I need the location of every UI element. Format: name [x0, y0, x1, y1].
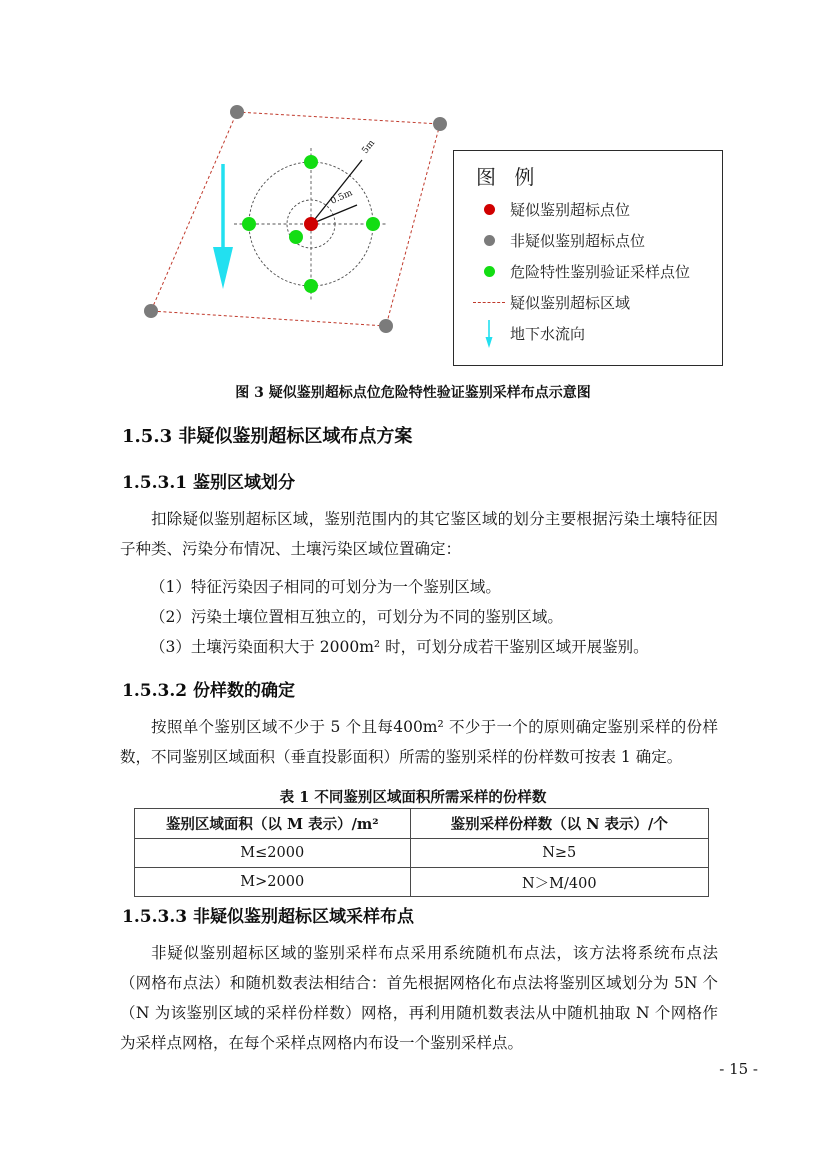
heading-1-5-3-1: 1.5.3.1 鉴别区域划分: [122, 473, 295, 493]
non-suspected-point: [230, 105, 244, 119]
verification-point: [304, 279, 318, 293]
heading-1-5-3-2: 1.5.3.2 份样数的确定: [122, 681, 295, 701]
verification-point: [289, 230, 303, 244]
legend-item-label: 疑似鉴别超标点位: [510, 201, 631, 219]
verification-point: [366, 217, 380, 231]
non-suspected-point: [379, 319, 393, 333]
non-suspected-point: [144, 304, 158, 318]
green-dot-icon: [468, 266, 510, 277]
heading-1-5-3: 1.5.3 非疑似鉴别超标区域布点方案: [122, 426, 413, 447]
legend-item-verification-point: [468, 256, 722, 287]
legend-item-label: 疑似鉴别超标区域: [510, 294, 631, 312]
table-cell: N＞M/400: [410, 868, 708, 897]
sample-count-table: [134, 808, 709, 897]
legend-item-label: 地下水流向: [510, 325, 586, 343]
table-header-cell: 鉴别采样份样数（以 N 表示）/个: [410, 809, 708, 839]
suspected-point: [304, 217, 318, 231]
list-item: （1）特征污染因子相同的可划分为一个鉴别区域。: [150, 578, 501, 596]
suspected-area-polygon: [151, 112, 440, 326]
paragraph-1-5-3-2: 按照单个鉴别区域不少于 5 个且每400m² 不少于一个的原则确定鉴别采样的份样数，不同鉴别区域面积（垂直投影面积）所需的鉴别采样的份样数可按表 1 确定。: [120, 718, 718, 766]
legend-item-non-suspected-point: [468, 225, 722, 256]
table-header-row: [135, 809, 709, 839]
verification-point: [304, 155, 318, 169]
table-row: [135, 868, 709, 897]
legend-item-suspected-point: [468, 194, 722, 225]
red-dashed-line-icon: [468, 302, 510, 303]
table-row: [135, 839, 709, 868]
outer-radius-leader: [311, 160, 362, 224]
gray-dot-icon: [468, 235, 510, 246]
table-cell: M>2000: [135, 868, 411, 897]
red-dot-icon: [468, 204, 510, 215]
heading-1-5-3-3: 1.5.3.3 非疑似鉴别超标区域采样布点: [122, 907, 414, 927]
legend-item-groundwater-flow: [468, 318, 722, 349]
groundwater-arrow-head: [213, 247, 233, 289]
page-number: - 15 -: [719, 1060, 758, 1078]
paragraph-1-5-3-3: 非疑似鉴别超标区域的鉴别采样布点采用系统随机布点法，该方法将系统布点法（网格布点法）和随机数表法相结合：首先根据网格化布点法将鉴别区域划分为 5N 个（N 为该鉴别区域的采样份样数）网格，再利用随机数表法从中随机抽取 N 个网格作为采样点网格，在每个采样点网格内布设一个鉴别采样点。: [120, 944, 718, 1052]
list-item: （2）污染土壤位置相互独立的，可划分为不同的鉴别区域。: [150, 608, 563, 626]
legend-item-suspected-area: [468, 287, 722, 318]
cyan-down-arrow-icon: [468, 319, 510, 349]
legend-title: 图 例: [476, 165, 541, 189]
outer-radius-label: 5m: [360, 138, 378, 156]
legend-item-label: 非疑似鉴别超标点位: [510, 232, 646, 250]
paragraph-1-5-3-1: 扣除疑似鉴别超标区域，鉴别范围内的其它鉴区域的划分主要根据污染土壤特征因子种类、污染分布情况、土壤污染区域位置确定：: [120, 510, 718, 558]
table-cell: M≤2000: [135, 839, 411, 868]
table-caption: 表 1 不同鉴别区域面积所需采样的份样数: [279, 789, 547, 806]
figure-caption: 图 3 疑似鉴别超标点位危险特性验证鉴别采样布点示意图: [235, 385, 591, 401]
figure-legend: [453, 150, 723, 366]
table-cell: N≥5: [410, 839, 708, 868]
non-suspected-point: [433, 117, 447, 131]
inner-radius-label: 0.5m: [329, 188, 355, 207]
verification-point: [242, 217, 256, 231]
table-header-cell: 鉴别区域面积（以 M 表示）/m²: [135, 809, 411, 839]
legend-item-label: 危险特性鉴别验证采样点位: [510, 263, 691, 281]
figure-3: [108, 92, 728, 382]
list-item: （3）土壤污染面积大于 2000m² 时，可划分成若干鉴别区域开展鉴别。: [150, 638, 649, 656]
